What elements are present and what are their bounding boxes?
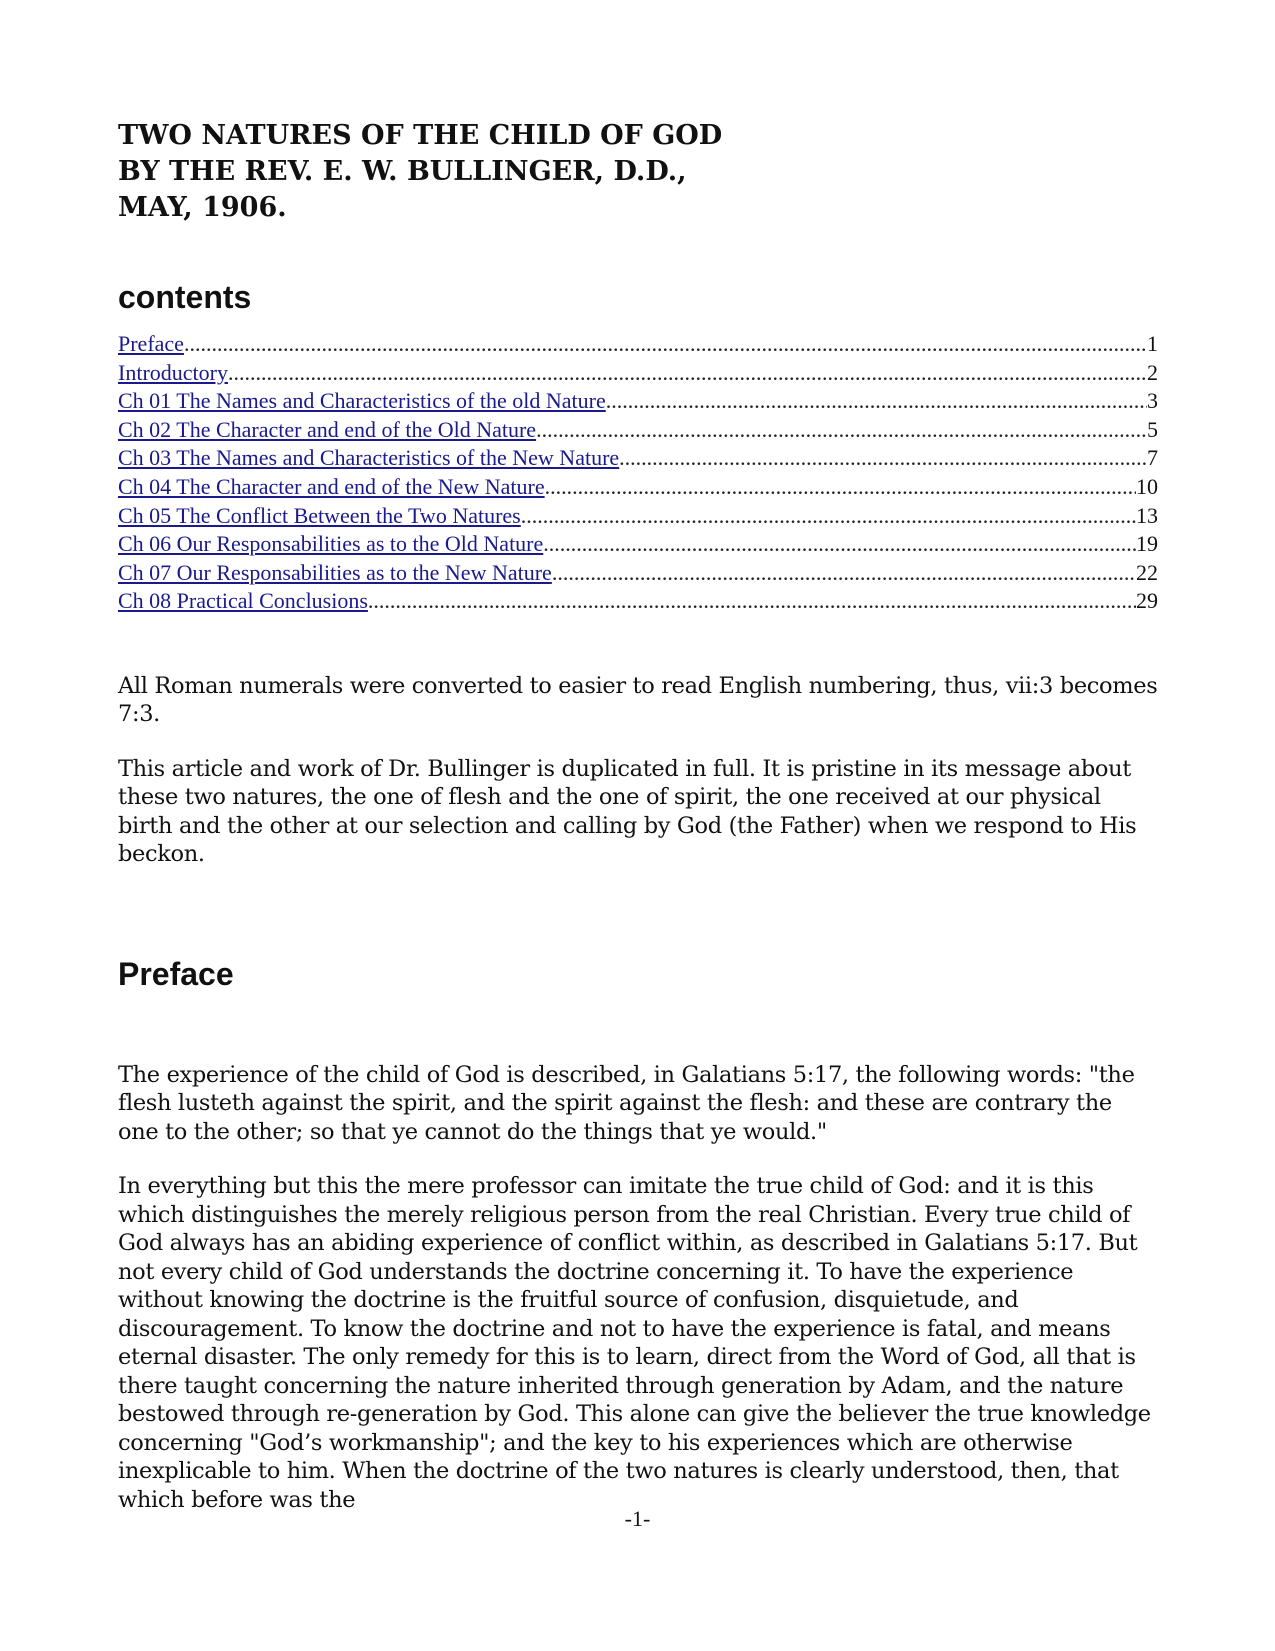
toc-link[interactable]: Ch 07 Our Responsabilities as to the New Nature [118,559,552,585]
toc-page-number: 3 [1147,388,1158,414]
note-paragraph-2: This article and work of Dr. Bullinger is duplicated in full. It is pristine in its message about these two natures, the one of flesh and the one of spirit, the one received at our physical birth and the other at our selection and calling by God (the Father) when we respond to His beckon. [118,755,1137,868]
toc-leader-dots [184,330,1147,359]
toc-row [118,330,1158,359]
toc-page-number: 29 [1136,588,1158,614]
toc-row [118,387,1158,416]
toc-page-number: 5 [1147,416,1158,442]
toc-page-number: 13 [1136,502,1158,528]
toc-leader-dots [368,587,1136,616]
toc-leader-dots [543,530,1136,559]
toc-row [118,444,1158,473]
toc-page-number: 10 [1136,473,1158,499]
title-line-2: BY THE REV. E. W. BULLINGER, D.D., [118,156,687,187]
toc-page-number: 1 [1147,331,1158,356]
note-paragraph-1: All Roman numerals were converted to easier to read English numbering, thus, vii:3 becomes 7:3. [118,672,1158,728]
toc-row [118,416,1158,445]
toc-link[interactable]: Ch 02 The Character and end of the Old Nature [118,416,537,442]
toc-leader-dots [521,502,1136,531]
toc-link[interactable]: Ch 04 The Character and end of the New Nature [118,473,545,499]
contents-heading: contents [118,279,252,315]
preface-paragraph-2: In everything but this the mere professor can imitate the true child of God: and it is this which distinguishes the merely religious person from the real Christian. Every true child of God always has an abiding experience of conflict within, as described in Galatians 5:17. But not every child of God understands the doctrine concerning it. To have the experience without knowing the doctrine is the fruitful source of confusion, disquietude, and discouragement. To know the doctrine and not to have the experience is fatal, and means eternal disaster. The only remedy for this is to learn, direct from the Word of God, all that is there taught concerning the nature inherited through generation by Adam, and the nature bestowed through re-generation by God. This alone can give the believer the true knowledge concerning "God’s workmanship"; and the key to his experiences which are otherwise inexplicable to him. When the doctrine of the two natures is clearly understood, then, that which before was the [118,1173,1151,1513]
toc-page-number: 7 [1147,445,1158,471]
toc-leader-dots [619,444,1147,473]
toc-page-number: 2 [1147,359,1158,385]
toc-row [118,502,1158,531]
page-number: -1- [624,1506,651,1531]
toc-row [118,559,1158,588]
toc-link[interactable]: Ch 06 Our Responsabilities as to the Old Nature [118,531,544,557]
title-line-1: TWO NATURES OF THE CHILD OF GOD [118,120,723,151]
toc-link[interactable]: Ch 03 The Names and Characteristics of the New Nature [118,445,620,471]
toc-leader-dots [228,359,1147,388]
toc-link[interactable]: Ch 05 The Conflict Between the Two Natures [118,502,521,528]
title-line-3: MAY, 1906. [118,192,287,223]
toc-link[interactable]: Introductory [118,359,228,385]
toc-link[interactable]: Ch 01 The Names and Characteristics of the old Nature [118,388,606,414]
toc-page-number: 22 [1136,559,1158,585]
preface-heading: Preface [118,955,234,992]
toc-row [118,359,1158,388]
toc-leader-dots [552,559,1136,588]
toc-row [118,530,1158,559]
document-page [118,118,1158,1514]
toc-link[interactable]: Preface [118,331,184,356]
toc-leader-dots [606,387,1147,416]
toc-page-number: 19 [1136,531,1158,557]
toc-leader-dots [536,416,1147,445]
toc-row [118,587,1158,616]
toc-link[interactable]: Ch 08 Practical Conclusions [118,588,368,614]
toc-row [118,473,1158,502]
table-of-contents [118,330,1158,616]
toc-leader-dots [545,473,1136,502]
preface-paragraph-1: The experience of the child of God is described, in Galatians 5:17, the following words: "the flesh lusteth against the spirit, and the spirit against the flesh: and these are contrary the one to the other; so that ye cannot do the things that ye would." [118,1061,1135,1145]
document-title [118,118,1158,226]
